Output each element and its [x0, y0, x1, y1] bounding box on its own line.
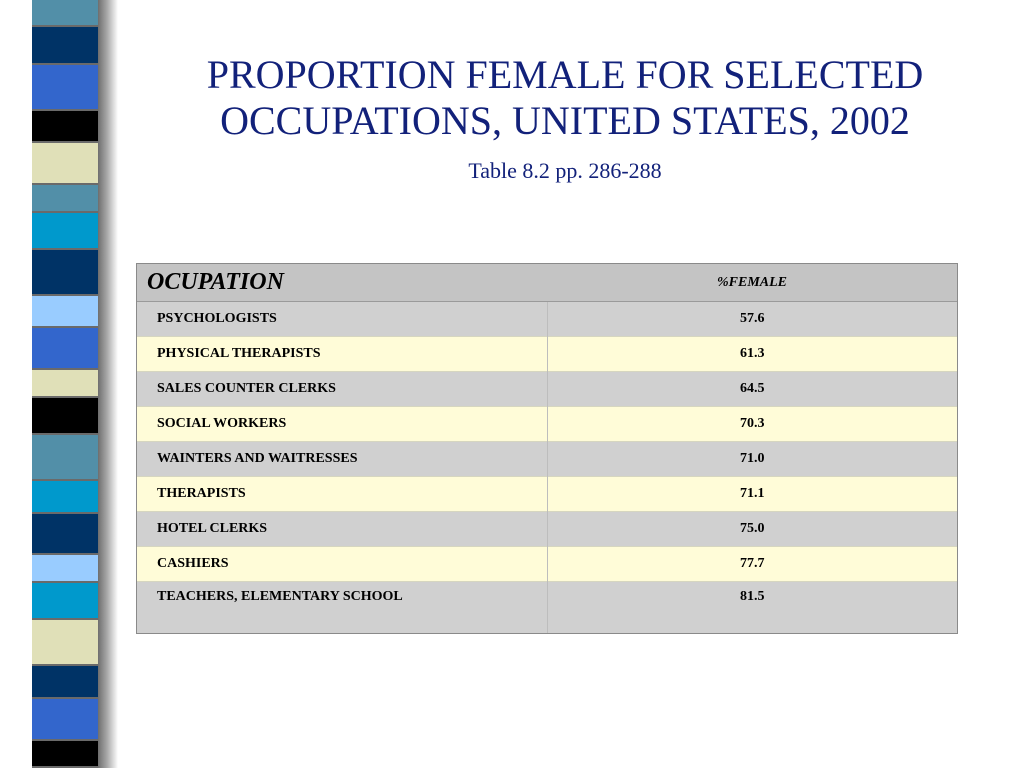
occupation-cell: HOTEL CLERKS [137, 512, 547, 547]
table-row [137, 407, 957, 442]
table-row [137, 512, 957, 547]
female-percent-cell: 81.5 [547, 582, 957, 634]
female-percent-cell: 71.1 [547, 477, 957, 512]
table-row [137, 547, 957, 582]
occupation-cell: SALES COUNTER CLERKS [137, 372, 547, 407]
slide-title: PROPORTION FEMALE FOR SELECTED OCCUPATIONS, UNITED STATES, 2002 [206, 52, 924, 143]
decorative-stripe-bar [32, 0, 98, 768]
stripe-block [32, 296, 98, 328]
occupation-table [136, 263, 958, 634]
stripe-shadow [98, 0, 118, 768]
header-occupation: OCUPATION [137, 264, 547, 302]
slide-subtitle: Table 8.2 pp. 286-288 [468, 158, 662, 183]
table-row [137, 477, 957, 512]
occupation-cell: CASHIERS [137, 547, 547, 582]
stripe-block [32, 143, 98, 185]
stripe-block [32, 435, 98, 482]
table-row [137, 442, 957, 477]
stripe-block [32, 514, 98, 556]
stripe-block [32, 213, 98, 250]
occupation-cell: PHYSICAL THERAPISTS [137, 337, 547, 372]
stripe-block [32, 620, 98, 667]
table-row [137, 582, 957, 634]
stripe-block [32, 250, 98, 297]
table-row [137, 337, 957, 372]
stripe-block [32, 328, 98, 370]
female-percent-cell: 61.3 [547, 337, 957, 372]
stripe-block [32, 741, 98, 768]
table-row [137, 372, 957, 407]
occupation-cell: TEACHERS, ELEMENTARY SCHOOL [137, 582, 547, 634]
occupation-cell: SOCIAL WORKERS [137, 407, 547, 442]
female-percent-cell: 57.6 [547, 302, 957, 337]
table-header-row [137, 264, 957, 302]
header-female-percent: %FEMALE [547, 264, 957, 302]
stripe-block [32, 555, 98, 582]
occupation-cell: THERAPISTS [137, 477, 547, 512]
stripe-block [32, 481, 98, 513]
female-percent-cell: 71.0 [547, 442, 957, 477]
stripe-block [32, 185, 98, 212]
stripe-block [32, 370, 98, 397]
female-percent-cell: 75.0 [547, 512, 957, 547]
stripe-block [32, 111, 98, 143]
occupation-cell: WAINTERS AND WAITRESSES [137, 442, 547, 477]
stripe-block [32, 583, 98, 620]
occupation-cell: PSYCHOLOGISTS [137, 302, 547, 337]
female-percent-cell: 77.7 [547, 547, 957, 582]
female-percent-cell: 70.3 [547, 407, 957, 442]
stripe-block [32, 27, 98, 64]
stripe-block [32, 398, 98, 435]
table-row [137, 302, 957, 337]
female-percent-cell: 64.5 [547, 372, 957, 407]
stripe-block [32, 666, 98, 698]
stripe-block [32, 0, 98, 27]
stripe-block [32, 65, 98, 112]
stripe-block [32, 699, 98, 741]
